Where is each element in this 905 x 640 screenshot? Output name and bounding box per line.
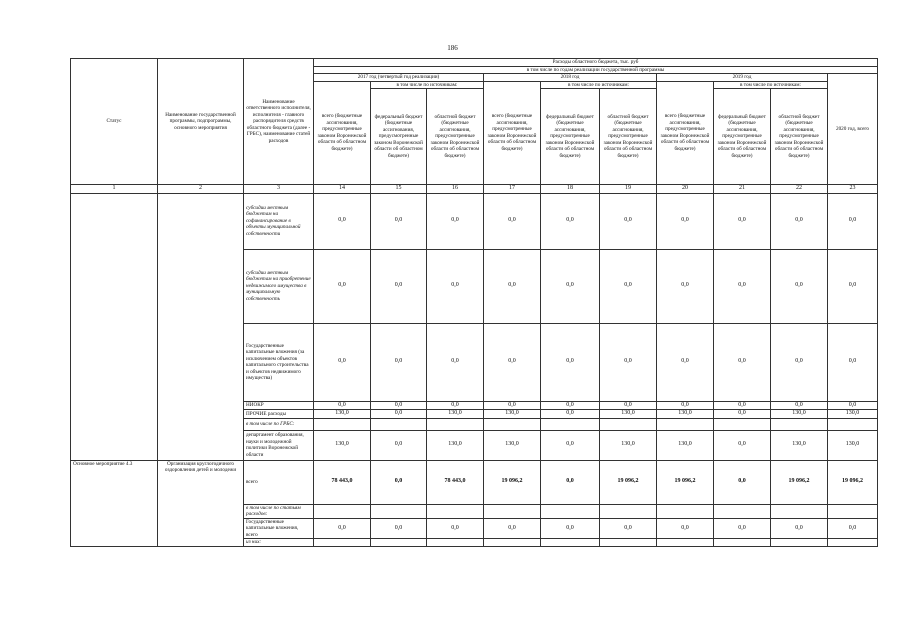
col-num: 3 xyxy=(244,185,314,194)
header-program-name: Наименование государственной программы, подпрограммы, основного мероприятия xyxy=(158,59,244,185)
cell-value: 130,0 xyxy=(657,430,714,460)
cell-value: 0,0 xyxy=(714,410,771,419)
cell-value: 19 096,2 xyxy=(657,460,714,504)
cell-value: 0,0 xyxy=(828,323,878,401)
cell-value: 130,0 xyxy=(657,410,714,419)
cell-value: 78 443,0 xyxy=(427,460,484,504)
cell-value: 0,0 xyxy=(714,401,771,410)
cell-value: 0,0 xyxy=(541,410,600,419)
cell-value xyxy=(371,539,427,547)
cell-value xyxy=(657,418,714,430)
header-2019-total: всего (бюджетные ассигнования, предусмотренные законом Воронежской области об областном бюджете) xyxy=(657,81,714,185)
row-label: субсидии местным бюджетам на приобретение недвижимого имущества в муниципальную собственность xyxy=(244,249,314,323)
cell-value: 0,0 xyxy=(657,518,714,539)
cell-value: 0,0 xyxy=(771,518,828,539)
cell-value xyxy=(771,539,828,547)
col-num: 20 xyxy=(657,185,714,194)
cell-value xyxy=(714,539,771,547)
col-num: 14 xyxy=(314,185,371,194)
cell-value: 0,0 xyxy=(314,518,371,539)
cell-value: 0,0 xyxy=(427,401,484,410)
cell-value: 0,0 xyxy=(714,518,771,539)
row-label: всего xyxy=(244,460,314,504)
cell-value: 0,0 xyxy=(371,518,427,539)
col-num: 1 xyxy=(71,185,158,194)
header-2018-regional: областной бюджет (бюджетные ассигнования, предусмотренные законом Воронежской области об областном бюджете) xyxy=(600,89,657,185)
cell-value: 0,0 xyxy=(600,401,657,410)
table-row xyxy=(71,460,878,504)
row-label: департамент образования, науки и молодежной политики Воронежской области xyxy=(244,430,314,460)
header-year-2018: 2018 год xyxy=(484,74,657,82)
cell-value: 0,0 xyxy=(657,401,714,410)
cell-value xyxy=(657,504,714,518)
cell-value xyxy=(541,504,600,518)
row-label: в том числе по статьям расходов: xyxy=(244,504,314,518)
header-2017-total: всего (бюджетные ассигнования, предусмотренные законом Воронежской области об областном бюджете) xyxy=(314,81,371,185)
cell-value: 0,0 xyxy=(771,193,828,249)
row-label: из них: xyxy=(244,539,314,547)
cell-value xyxy=(828,539,878,547)
cell-value xyxy=(541,539,600,547)
header-2019-regional: областной бюджет (бюджетные ассигнования, предусмотренные законом Воронежской области об областном бюджете) xyxy=(771,89,828,185)
cell-value: 0,0 xyxy=(314,323,371,401)
header-executor: Наименование ответственного исполнителя, исполнителя - главного распорядителя средств областного бюджета (далее - ГРБС), наименование статей расходов xyxy=(244,59,314,185)
cell-value xyxy=(314,504,371,518)
cell-value xyxy=(600,504,657,518)
cell-value: 130,0 xyxy=(828,430,878,460)
cell-value xyxy=(657,539,714,547)
row-label: ПРОЧИЕ расходы xyxy=(244,410,314,419)
row-label: субсидии местным бюджетам на софинансирование в объекты муниципальной собственности xyxy=(244,193,314,249)
header-2018-federal: федеральный бюджет (бюджетные ассигнования, предусмотренные законом Воронежской области об областном бюджете) xyxy=(541,89,600,185)
cell-value: 0,0 xyxy=(541,323,600,401)
cell-value: 0,0 xyxy=(427,518,484,539)
cell-value: 19 096,2 xyxy=(484,460,541,504)
cell-value: 130,0 xyxy=(771,430,828,460)
header-2018-total: всего (бюджетные ассигнования, предусмотренные законом Воронежской области об областном бюджете) xyxy=(484,81,541,185)
cell-value: 0,0 xyxy=(541,518,600,539)
cell-value: 0,0 xyxy=(314,193,371,249)
header-by-years: в том числе по годам реализации государственной программы xyxy=(314,66,878,74)
cell-value: 130,0 xyxy=(771,410,828,419)
cell-value: 0,0 xyxy=(714,249,771,323)
header-2019-sources: в том числе по источникам: xyxy=(714,81,828,89)
col-num: 17 xyxy=(484,185,541,194)
cell-value: 0,0 xyxy=(828,518,878,539)
cell-value xyxy=(828,504,878,518)
header-2018-sources: в том числе по источникам: xyxy=(541,81,657,89)
cell-value: 130,0 xyxy=(427,430,484,460)
cell-value: 0,0 xyxy=(714,460,771,504)
row-label: Государственные капитальные вложения, всего xyxy=(244,518,314,539)
cell-value: 0,0 xyxy=(828,401,878,410)
col-num: 22 xyxy=(771,185,828,194)
cell-value xyxy=(484,418,541,430)
cell-value xyxy=(427,418,484,430)
cell-value xyxy=(484,504,541,518)
header-2019-federal: федеральный бюджет (бюджетные ассигнования, предусмотренные законом Воронежской области об областном бюджете) xyxy=(714,89,771,185)
cell-value xyxy=(371,418,427,430)
cell-value: 0,0 xyxy=(371,323,427,401)
cell-value: 0,0 xyxy=(714,430,771,460)
budget-table xyxy=(70,58,878,547)
cell-value: 0,0 xyxy=(371,249,427,323)
cell-value: 19 096,2 xyxy=(600,460,657,504)
cell-value: 130,0 xyxy=(600,410,657,419)
cell-value xyxy=(541,418,600,430)
page-number: 186 xyxy=(447,44,458,52)
cell-value: 0,0 xyxy=(314,401,371,410)
col-num: 2 xyxy=(158,185,244,194)
cell-value: 0,0 xyxy=(657,323,714,401)
cell-value xyxy=(600,539,657,547)
event-name: Организация круглогодичного оздоровления детей и молодежи xyxy=(158,460,244,546)
cell-value: 0,0 xyxy=(828,193,878,249)
col-num: 21 xyxy=(714,185,771,194)
cell-value: 0,0 xyxy=(828,249,878,323)
cell-value: 0,0 xyxy=(427,249,484,323)
cell-value: 0,0 xyxy=(314,249,371,323)
cell-value: 0,0 xyxy=(600,323,657,401)
cell-value: 0,0 xyxy=(371,193,427,249)
col-num: 15 xyxy=(371,185,427,194)
cell-value: 0,0 xyxy=(371,401,427,410)
cell-value: 130,0 xyxy=(314,410,371,419)
header-expenses: Расходы областного бюджета, тыс. руб xyxy=(314,59,878,67)
cell-value: 78 443,0 xyxy=(314,460,371,504)
cell-value: 130,0 xyxy=(600,430,657,460)
header-year-2019: 2019 год xyxy=(657,74,828,82)
cell-value: 0,0 xyxy=(771,323,828,401)
cell-value xyxy=(714,418,771,430)
cell-value: 0,0 xyxy=(484,193,541,249)
column-number-row xyxy=(71,185,878,194)
cell-value: 0,0 xyxy=(600,193,657,249)
budget-table-sheet xyxy=(70,58,878,547)
cell-value: 0,0 xyxy=(771,401,828,410)
cell-value: 0,0 xyxy=(714,193,771,249)
cell-value: 0,0 xyxy=(541,249,600,323)
status-cell-empty xyxy=(71,193,158,460)
col-num: 18 xyxy=(541,185,600,194)
cell-value: 19 096,2 xyxy=(828,460,878,504)
cell-value: 19 096,2 xyxy=(771,460,828,504)
cell-value xyxy=(771,504,828,518)
header-2017-sources: в том числе по источникам: xyxy=(371,81,484,89)
cell-value xyxy=(484,539,541,547)
header-2017-federal: федеральный бюджет (бюджетные ассигнования, предусмотренные законом Воронежской области об областном бюджете) xyxy=(371,89,427,185)
program-cell-empty xyxy=(158,193,244,460)
cell-value xyxy=(600,418,657,430)
cell-value: 0,0 xyxy=(484,401,541,410)
cell-value: 0,0 xyxy=(484,323,541,401)
cell-value: 130,0 xyxy=(484,410,541,419)
header-status: Статус xyxy=(71,59,158,185)
cell-value xyxy=(714,504,771,518)
table-row xyxy=(71,193,878,249)
col-num: 23 xyxy=(828,185,878,194)
cell-value: 0,0 xyxy=(427,323,484,401)
event-status: Основное мероприятие 4.3 xyxy=(71,460,158,546)
cell-value xyxy=(314,418,371,430)
cell-value: 0,0 xyxy=(371,460,427,504)
cell-value: 130,0 xyxy=(484,430,541,460)
cell-value: 0,0 xyxy=(600,249,657,323)
cell-value: 130,0 xyxy=(314,430,371,460)
cell-value: 0,0 xyxy=(714,323,771,401)
header-year-2020: 2020 год, всего xyxy=(828,74,878,185)
cell-value xyxy=(371,504,427,518)
cell-value: 0,0 xyxy=(427,193,484,249)
cell-value xyxy=(427,504,484,518)
cell-value: 0,0 xyxy=(484,518,541,539)
cell-value: 0,0 xyxy=(541,193,600,249)
row-label: Государственные капитальные вложения (за исключением объектов капитального строительства и объектов недвижимого имущества) xyxy=(244,323,314,401)
cell-value: 0,0 xyxy=(541,401,600,410)
row-label: в том числе по ГРБС: xyxy=(244,418,314,430)
col-num: 19 xyxy=(600,185,657,194)
cell-value: 0,0 xyxy=(371,410,427,419)
header-year-2017: 2017 год (четвертый год реализации) xyxy=(314,74,484,82)
row-label: НИОКР xyxy=(244,401,314,410)
cell-value: 0,0 xyxy=(371,430,427,460)
cell-value: 0,0 xyxy=(657,249,714,323)
header-2017-regional: областной бюджет (бюджетные ассигнования, предусмотренные законом Воронежской области об областном бюджете) xyxy=(427,89,484,185)
cell-value: 0,0 xyxy=(541,460,600,504)
cell-value: 0,0 xyxy=(657,193,714,249)
cell-value: 130,0 xyxy=(828,410,878,419)
cell-value xyxy=(314,539,371,547)
col-num: 16 xyxy=(427,185,484,194)
cell-value xyxy=(427,539,484,547)
cell-value: 130,0 xyxy=(427,410,484,419)
cell-value xyxy=(828,418,878,430)
cell-value: 0,0 xyxy=(484,249,541,323)
cell-value: 0,0 xyxy=(600,518,657,539)
cell-value xyxy=(771,418,828,430)
cell-value: 0,0 xyxy=(541,430,600,460)
cell-value: 0,0 xyxy=(771,249,828,323)
